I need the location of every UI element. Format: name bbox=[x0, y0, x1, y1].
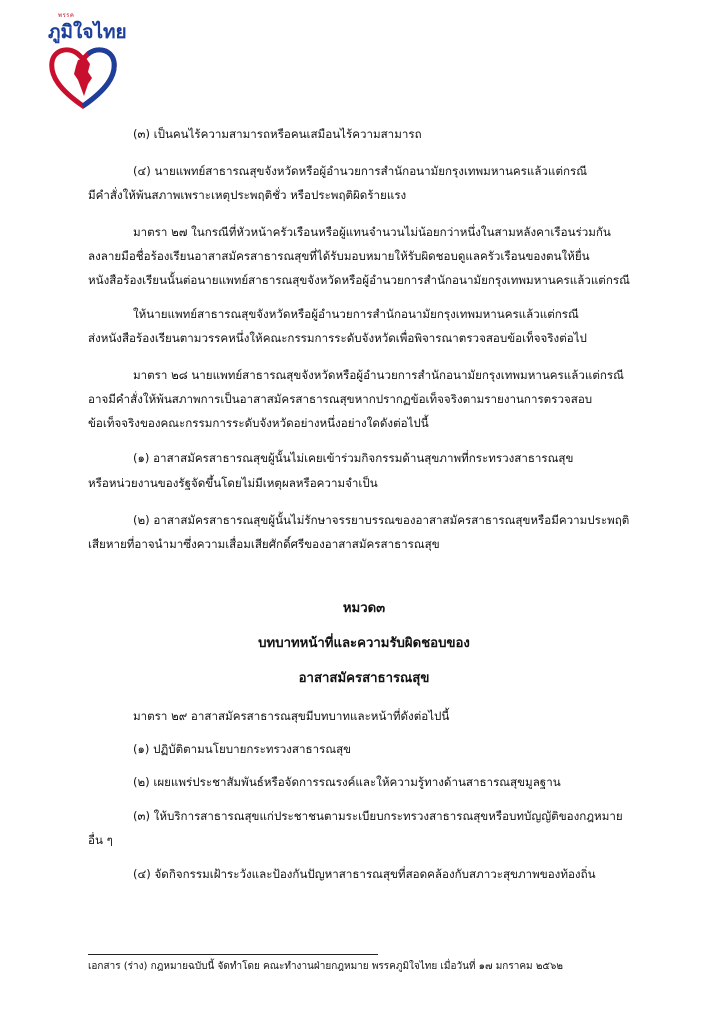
paragraph: (๔) จัดกิจกรรมเฝ้าระวังและป้องกันปัญหาสาธารณสุขที่สอดคล้องกับสภาวะสุขภาพของท้องถิ่น bbox=[133, 867, 596, 881]
paragraph: (๔) นายแพทย์สาธารณสุขจังหวัดหรือผู้อำนวยการสำนักอนามัยกรุงเทพมหานครแล้วแต่กรณี bbox=[133, 164, 587, 178]
chapter-heading: หมวด๓ bbox=[342, 601, 386, 616]
paragraph: (๒) เผยแพร่ประชาสัมพันธ์หรือจัดการรณรงค์และให้ความรู้ทางด้านสาธารณสุขมูลฐาน bbox=[133, 775, 561, 789]
paragraph: (๑) ปฏิบัติตามนโยบายกระทรวงสาธารณสุข bbox=[133, 742, 352, 756]
paragraph: (๑) อาสาสมัครสาธารณสุขผู้นั้นไม่เคยเข้าร่วมกิจกรรมด้านสุขภาพที่กระทรวงสาธารณสุข bbox=[133, 451, 574, 465]
paragraph: หรือหน่วยงานของรัฐจัดขึ้นโดยไม่มีเหตุผลหรือความจำเป็น bbox=[88, 476, 378, 490]
paragraph: มีคำสั่งให้พ้นสภาพเพราะเหตุประพฤติชั่ว หรือประพฤติผิดร้ายแรง bbox=[88, 188, 407, 202]
heart-map-icon bbox=[48, 44, 118, 110]
chapter-title-line-1: บทบาทหน้าที่และความรับผิดชอบของ bbox=[258, 636, 470, 651]
paragraph: (๓) เป็นคนไร้ความสามารถหรือคนเสมือนไร้ความสามารถ bbox=[133, 127, 422, 141]
paragraph: เสียหายที่อาจนำมาซึ่งความเสื่อมเสียศักดิ์ศรีของอาสาสมัครสาธารณสุข bbox=[88, 537, 440, 551]
paragraph: (๒) อาสาสมัครสาธารณสุขผู้นั้นไม่รักษาจรรยาบรรณของอาสาสมัครสาธารณสุขหรือมีความประพฤติ bbox=[133, 513, 630, 527]
paragraph: ข้อเท็จจริงของคณะกรรมการระดับจังหวัดอย่างหนึ่งอย่างใดดังต่อไปนี้ bbox=[88, 416, 429, 430]
paragraph: ลงลายมือชื่อร้องเรียนอาสาสมัครสาธารณสุขที่ได้รับมอบหมายให้รับผิดชอบดูแลครัวเรือนของตนให้ยื่น bbox=[88, 249, 590, 263]
party-logo bbox=[44, 8, 130, 112]
paragraph: (๓) ให้บริการสาธารณสุขแก่ประชาชนตามระเบียบกระทรวงสาธารณสุขหรือบทบัญญัติของกฎหมาย bbox=[133, 809, 623, 823]
paragraph: อื่น ๆ bbox=[88, 833, 113, 847]
chapter-title-line-2: อาสาสมัครสาธารณสุข bbox=[298, 671, 430, 686]
paragraph: หนังสือร้องเรียนนั้นต่อนายแพทย์สาธารณสุขจังหวัดหรือผู้อำนวยการสำนักอนามัยกรุงเทพมหานครแล้วแต่กรณี bbox=[88, 273, 630, 287]
footnote-divider bbox=[88, 954, 378, 955]
paragraph: มาตรา ๒๘ นายแพทย์สาธารณสุขจังหวัดหรือผู้อำนวยการสำนักอนามัยกรุงเทพมหานครแล้วแต่กรณี bbox=[133, 368, 624, 382]
logo-name: ภูมิใจไทย bbox=[48, 21, 127, 43]
paragraph: อาจมีคำสั่งให้พ้นสภาพการเป็นอาสาสมัครสาธารณสุขหากปรากฏข้อเท็จจริงตามรายงานการตรวจสอบ bbox=[88, 392, 593, 406]
logo-small-text: พรรค bbox=[58, 13, 75, 19]
paragraph: มาตรา ๒๙ อาสาสมัครสาธารณสุขมีบทบาทและหน้าที่ดังต่อไปนี้ bbox=[133, 709, 450, 723]
footnote: เอกสาร (ร่าง) กฎหมายฉบับนี้ จัดทำโดย คณะทำงานฝ่ายกฎหมาย พรรคภูมิใจไทย เมื่อวันที่ ๑๗ มกราคม ๒๕๖๒ bbox=[88, 961, 563, 972]
paragraph: ส่งหนังสือร้องเรียนตามวรรคหนึ่งให้คณะกรรมการระดับจังหวัดเพื่อพิจารณาตรวจสอบข้อเท็จจริงต่อไป bbox=[88, 331, 587, 345]
paragraph: มาตรา ๒๗ ในกรณีที่หัวหน้าครัวเรือนหรือผู้แทนจำนวนไม่น้อยกว่าหนึ่งในสามหลังคาเรือนร่วมกัน bbox=[133, 225, 611, 239]
paragraph: ให้นายแพทย์สาธารณสุขจังหวัดหรือผู้อำนวยการสำนักอนามัยกรุงเทพมหานครแล้วแต่กรณี bbox=[133, 307, 579, 321]
